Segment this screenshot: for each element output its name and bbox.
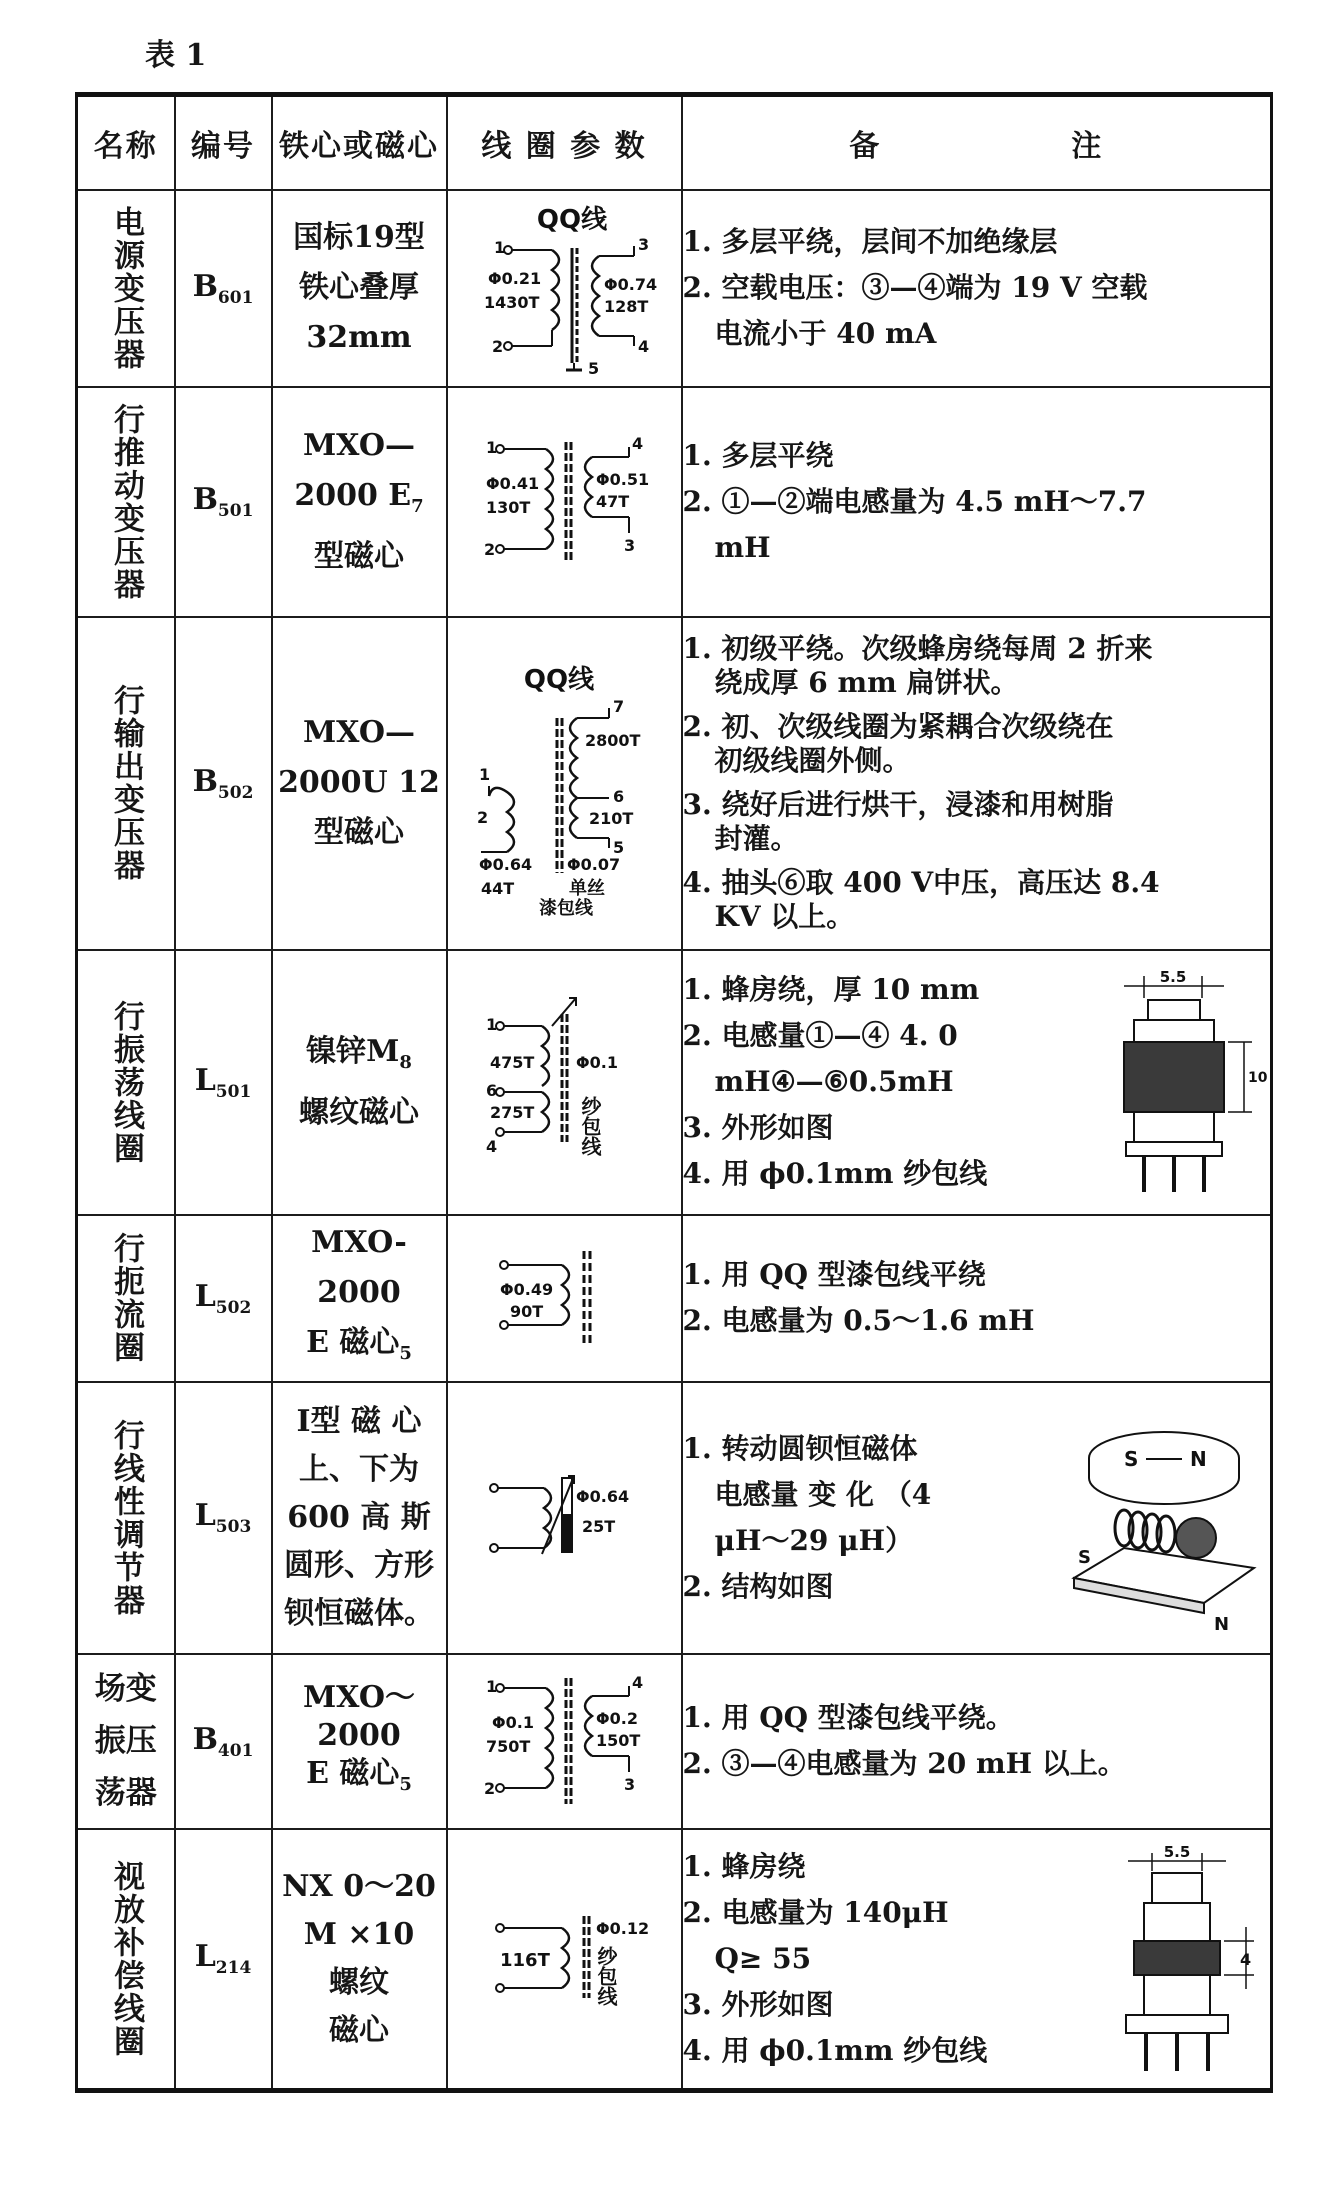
magnet-structure-figure bbox=[1064, 1398, 1264, 1638]
svg-text:Φ0.74: Φ0.74 bbox=[604, 275, 658, 294]
svg-text:2800T: 2800T bbox=[585, 731, 641, 750]
component-name: 行推动变压器 bbox=[108, 402, 145, 601]
svg-text:1: 1 bbox=[479, 765, 491, 784]
coil-outline-figure bbox=[1114, 962, 1268, 1202]
svg-text:210T: 210T bbox=[589, 809, 634, 828]
core-spec: MXO— 2000U 12 型磁心 bbox=[272, 617, 447, 950]
component-name: 电源变压器 bbox=[108, 205, 145, 371]
svg-text:4: 4 bbox=[638, 337, 650, 356]
svg-text:漆包线: 漆包线 bbox=[539, 898, 593, 919]
svg-text:N: N bbox=[1214, 1613, 1230, 1635]
svg-text:纱包线: 纱包线 bbox=[594, 1945, 618, 2006]
svg-text:750T: 750T bbox=[486, 1737, 531, 1756]
notes-cell: 1. 用 QQ 型漆包线平绕。 2. ③—④电感量为 20 mH 以上。 bbox=[682, 1654, 1272, 1829]
core-spec: MXO～ 2000 E 磁心$_5$ bbox=[272, 1654, 447, 1829]
svg-text:Φ0.41: Φ0.41 bbox=[486, 473, 540, 493]
core-spec: MXO-2000 E 磁心$_5$ bbox=[272, 1215, 447, 1382]
coil-outline-figure bbox=[1114, 1839, 1264, 2079]
svg-text:3: 3 bbox=[624, 535, 636, 555]
component-name: 行输出变压器 bbox=[108, 684, 145, 882]
svg-text:Φ0.1: Φ0.1 bbox=[576, 1053, 618, 1072]
component-code: $B_{501}$ bbox=[175, 387, 272, 617]
transformer-winding-icon bbox=[464, 427, 664, 577]
svg-text:1: 1 bbox=[486, 1677, 498, 1696]
header-notes: 备 注 bbox=[682, 95, 1272, 190]
svg-text:275T: 275T bbox=[490, 1103, 535, 1122]
svg-text:130T: 130T bbox=[486, 497, 531, 517]
svg-text:Φ0.1: Φ0.1 bbox=[492, 1713, 534, 1732]
component-name: 视放补偿线圈 bbox=[108, 1859, 145, 2058]
table-row bbox=[77, 1215, 1272, 1382]
component-code: $B_{401}$ bbox=[175, 1654, 272, 1829]
svg-text:10: 10 bbox=[1248, 1070, 1268, 1086]
linearity-coil-icon bbox=[464, 1458, 664, 1578]
svg-text:3: 3 bbox=[638, 235, 650, 254]
svg-text:116T: 116T bbox=[500, 1949, 550, 1971]
component-code: $B_{502}$ bbox=[175, 617, 272, 950]
svg-text:6: 6 bbox=[486, 1081, 498, 1100]
svg-text:QQ线: QQ线 bbox=[523, 665, 595, 695]
notes-cell: 1. 初级平绕。次级蜂房绕每周 2 折来 绕成厚 6 mm 扁饼状。 2. 初、次级线圈为紧耦合次级绕在 初级线圈外侧。 3. 绕好后进行烘干，浸漆和用树脂 封灌。 4. 抽头⑥取 400 V中压，高压达 8.4 KV 以上。 bbox=[682, 617, 1272, 950]
transformer-winding-icon bbox=[464, 198, 664, 378]
coil-diagram bbox=[447, 190, 682, 387]
svg-text:5.5: 5.5 bbox=[1163, 1842, 1191, 1861]
header-code: 编号 bbox=[175, 95, 272, 190]
coil-diagram bbox=[447, 1829, 682, 2091]
svg-text:1: 1 bbox=[486, 1015, 498, 1034]
svg-text:4: 4 bbox=[1240, 1949, 1252, 1969]
core-spec: NX 0～20 M ×10 螺纹 磁心 bbox=[272, 1829, 447, 2091]
coil-diagram bbox=[447, 1215, 682, 1382]
notes-cell: 1. 蜂房绕，厚 10 mm 2. 电感量①—④ 4. 0 mH④—⑥0.5mH 3. 外形如图 4. 用 ϕ0.1mm 纱包线 5.5 10 bbox=[682, 950, 1272, 1215]
component-name: 场变 振压 荡器 bbox=[77, 1654, 175, 1829]
core-spec: 镍锌$M_8$ 螺纹磁心 bbox=[272, 950, 447, 1215]
svg-text:4: 4 bbox=[632, 433, 644, 453]
svg-text:4: 4 bbox=[486, 1137, 498, 1156]
svg-text:Φ0.51: Φ0.51 bbox=[596, 469, 650, 489]
component-code: $L_{214}$ bbox=[175, 1829, 272, 2091]
svg-text:Φ0.21: Φ0.21 bbox=[488, 269, 542, 288]
table-row bbox=[77, 387, 1272, 617]
component-name: 行扼流圈 bbox=[108, 1232, 145, 1364]
transformer-winding-icon bbox=[464, 1666, 664, 1816]
svg-text:纱包线: 纱包线 bbox=[578, 1096, 602, 1156]
svg-text:1430T: 1430T bbox=[484, 293, 540, 312]
table-row bbox=[77, 617, 1272, 950]
header-core: 铁心或磁心 bbox=[272, 95, 447, 190]
svg-text:7: 7 bbox=[613, 697, 625, 716]
tapped-coil-icon bbox=[464, 992, 664, 1172]
component-spec-table bbox=[75, 92, 1273, 2093]
svg-text:S: S bbox=[1078, 1546, 1091, 1568]
header-name: 名称 bbox=[77, 95, 175, 190]
table-row bbox=[77, 1829, 1272, 2091]
svg-text:3: 3 bbox=[624, 1775, 636, 1794]
svg-text:2: 2 bbox=[477, 808, 489, 827]
svg-text:5.5: 5.5 bbox=[1159, 968, 1187, 986]
notes-cell: 1. 多层平绕 2. ①—②端电感量为 4.5 mH～7.7 mH bbox=[682, 387, 1272, 617]
svg-text:5: 5 bbox=[613, 838, 625, 857]
table-title: 表 1 bbox=[145, 38, 207, 73]
svg-text:S: S bbox=[1124, 1446, 1139, 1471]
svg-text:N: N bbox=[1190, 1446, 1207, 1471]
coil-diagram bbox=[447, 387, 682, 617]
svg-text:6: 6 bbox=[613, 787, 625, 806]
flyback-winding-icon bbox=[459, 648, 669, 918]
coil-diagram bbox=[447, 950, 682, 1215]
svg-text:1: 1 bbox=[494, 238, 506, 257]
svg-text:150T: 150T bbox=[596, 1731, 641, 1750]
svg-text:128T: 128T bbox=[604, 297, 649, 316]
table-row bbox=[77, 1382, 1272, 1654]
svg-text:单丝: 单丝 bbox=[569, 878, 605, 899]
svg-text:Φ0.64: Φ0.64 bbox=[576, 1486, 630, 1506]
core-spec: 国标19型 铁心叠厚 32mm bbox=[272, 190, 447, 387]
table-row bbox=[77, 950, 1272, 1215]
notes-cell: 1. 转动圆钡恒磁体 电感量 变 化 （4 μH～29 μH） 2. 结构如图 S N S N bbox=[682, 1382, 1272, 1654]
svg-text:Φ0.07: Φ0.07 bbox=[567, 855, 621, 874]
notes-cell: 1. 多层平绕，层间不加绝缘层 2. 空载电压：③—④端为 19 V 空载 电流小于 40 mA bbox=[682, 190, 1272, 387]
svg-text:QQ线: QQ线 bbox=[536, 205, 608, 235]
svg-text:5: 5 bbox=[588, 359, 600, 378]
component-name: 行振荡线圈 bbox=[108, 999, 145, 1165]
svg-text:44T: 44T bbox=[481, 879, 515, 898]
coil-diagram bbox=[447, 617, 682, 950]
coil-diagram bbox=[447, 1382, 682, 1654]
svg-text:Φ0.64: Φ0.64 bbox=[479, 855, 533, 874]
table-row bbox=[77, 1654, 1272, 1829]
table-row bbox=[77, 190, 1272, 387]
svg-text:Φ0.12: Φ0.12 bbox=[596, 1918, 650, 1938]
component-code: $L_{501}$ bbox=[175, 950, 272, 1215]
choke-coil-icon bbox=[464, 1243, 664, 1353]
notes-cell: 1. 蜂房绕 2. 电感量为 140μH Q≥ 55 3. 外形如图 4. 用 ϕ0.1mm 纱包线 5.5 4 bbox=[682, 1829, 1272, 2091]
svg-text:Φ0.49: Φ0.49 bbox=[500, 1280, 554, 1299]
svg-text:90T: 90T bbox=[510, 1302, 544, 1321]
core-spec: I型 磁 心 上、下为 600 高 斯 圆形、方形 钡恒磁体。 bbox=[272, 1382, 447, 1654]
notes-cell: 1. 用 QQ 型漆包线平绕 2. 电感量为 0.5～1.6 mH bbox=[682, 1215, 1272, 1382]
svg-text:475T: 475T bbox=[490, 1053, 535, 1072]
component-name: 行线性调节器 bbox=[108, 1418, 145, 1617]
svg-text:2: 2 bbox=[492, 337, 504, 356]
svg-text:47T: 47T bbox=[596, 491, 630, 511]
core-spec: MXO— 2000 $E_7$ 型磁心 bbox=[272, 387, 447, 617]
svg-text:2: 2 bbox=[484, 1779, 496, 1798]
svg-text:2: 2 bbox=[484, 539, 496, 559]
header-coil: 线 圈 参 数 bbox=[447, 95, 682, 190]
component-code: $L_{503}$ bbox=[175, 1382, 272, 1654]
header-row bbox=[77, 95, 1272, 190]
component-code: $B_{601}$ bbox=[175, 190, 272, 387]
component-code: $L_{502}$ bbox=[175, 1215, 272, 1382]
svg-text:1: 1 bbox=[486, 437, 498, 457]
svg-text:4: 4 bbox=[632, 1673, 644, 1692]
svg-text:25T: 25T bbox=[582, 1516, 616, 1536]
coil-diagram bbox=[447, 1654, 682, 1829]
peaking-coil-icon bbox=[464, 1894, 664, 2024]
svg-text:Φ0.2: Φ0.2 bbox=[596, 1709, 638, 1728]
